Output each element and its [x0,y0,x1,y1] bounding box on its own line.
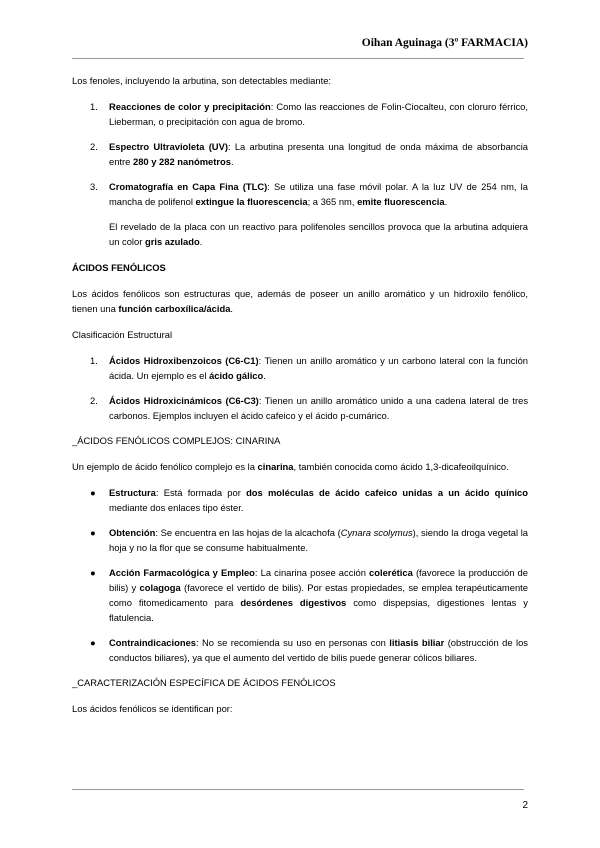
list-item: 2. Ácidos Hidroxicinámicos (C6-C3): Tienen un anillo aromático unido a una cadena lateral de tres carbonos. Ejemplos incluyen el ácido cafeico y el ácido p-cumárico. [90,395,529,421]
list-item: 3. Cromatografía en Capa Fina (TLC): Se utiliza una fase móvil polar. A la luz UV de 254 nm, la mancha de polifenol extingue la fluorescencia; a 365 nm, emite fluorescencia. [90,181,528,207]
revelado-paragraph: El revelado de la placa con un reactivo para polifenoles sencillos provoca que la arbutina adquiera un color gris azulado. [109,221,528,247]
clasificacion-list [72,353,528,423]
footer-rule [72,789,524,790]
acidos-paragraph: Los ácidos fenólicos son estructuras que, además de poseer un anillo aromático y un hidroxilo fenólico, tienen una función carboxílica/ácida. [72,288,528,314]
detection-list [72,99,528,209]
subheading-complejos: _ÁCIDOS FENÓLICOS COMPLEJOS: CINARINA [72,435,281,446]
list-item: 2. Espectro Ultravioleta (UV): La arbutina presenta una longitud de onda máxima de absorbancia entre 280 y 282 nanómetros. [90,141,529,167]
section-heading-acidos: ÁCIDOS FENÓLICOS [72,262,166,273]
bullet-icon: ● [90,527,96,538]
document-body [72,73,528,716]
intro-paragraph: Los fenoles, incluyendo la arbutina, son detectables mediante: [72,75,332,86]
complejos-paragraph: Un ejemplo de ácido fenólico complejo es la cinarina, también conocida como ácido 1,3-dicafeoilquínico. [72,461,509,472]
bullet-icon: ● [90,637,96,648]
list-item: ● Estructura: Está formada por dos moléculas de ácido cafeico unidas a un ácido quínico mediante dos enlaces tipo éster. [90,487,528,513]
list-item: 1. Ácidos Hidroxibenzoicos (C6-C1): Tienen un anillo aromático y un carbono lateral con la función ácida. Un ejemplo es el ácido gálico. [90,355,529,381]
caracterizacion-paragraph: Los ácidos fenólicos se identifican por: [72,703,233,714]
list-item: 1. Reacciones de color y precipitación: Como las reacciones de Folin-Ciocalteu, con cloruro férrico, Lieberman, o precipitación con agua de bromo. [90,101,528,127]
header-rule [72,58,524,59]
cinarina-bullets [72,485,528,665]
page-number: 2 [522,800,528,811]
subheading-caracterizacion: _CARACTERIZACIÓN ESPECÍFICA DE ÁCIDOS FENÓLICOS [72,677,336,688]
list-item: ● Obtención: Se encuentra en las hojas de la alcachofa (Cynara scolymus), siendo la droga vegetal la hoja y no la flor que se consume habitualmente. [90,527,528,553]
list-item: ● Contraindicaciones: No se recomienda su uso en personas con litiasis biliar (obstrucción de los conductos biliares), ya que el aumento del vertido de bilis puede generar cólicos biliares. [90,637,528,663]
subheading-clasificacion: Clasificación Estructural [72,329,173,340]
page-header-author: Oihan Aguinaga (3º FARMACIA) [361,37,528,49]
bullet-icon: ● [90,487,96,498]
bullet-icon: ● [90,567,96,578]
list-item: ● Acción Farmacológica y Empleo: La cinarina posee acción colerética (favorece la producción de bilis) y colagoga (favorece el vertido de bilis). Por estas propiedades, se emplea terapéuticamente como fitomedicamento para desórdenes digestivos como dispepsias, digestiones lentas y flatulencia. [90,567,528,623]
